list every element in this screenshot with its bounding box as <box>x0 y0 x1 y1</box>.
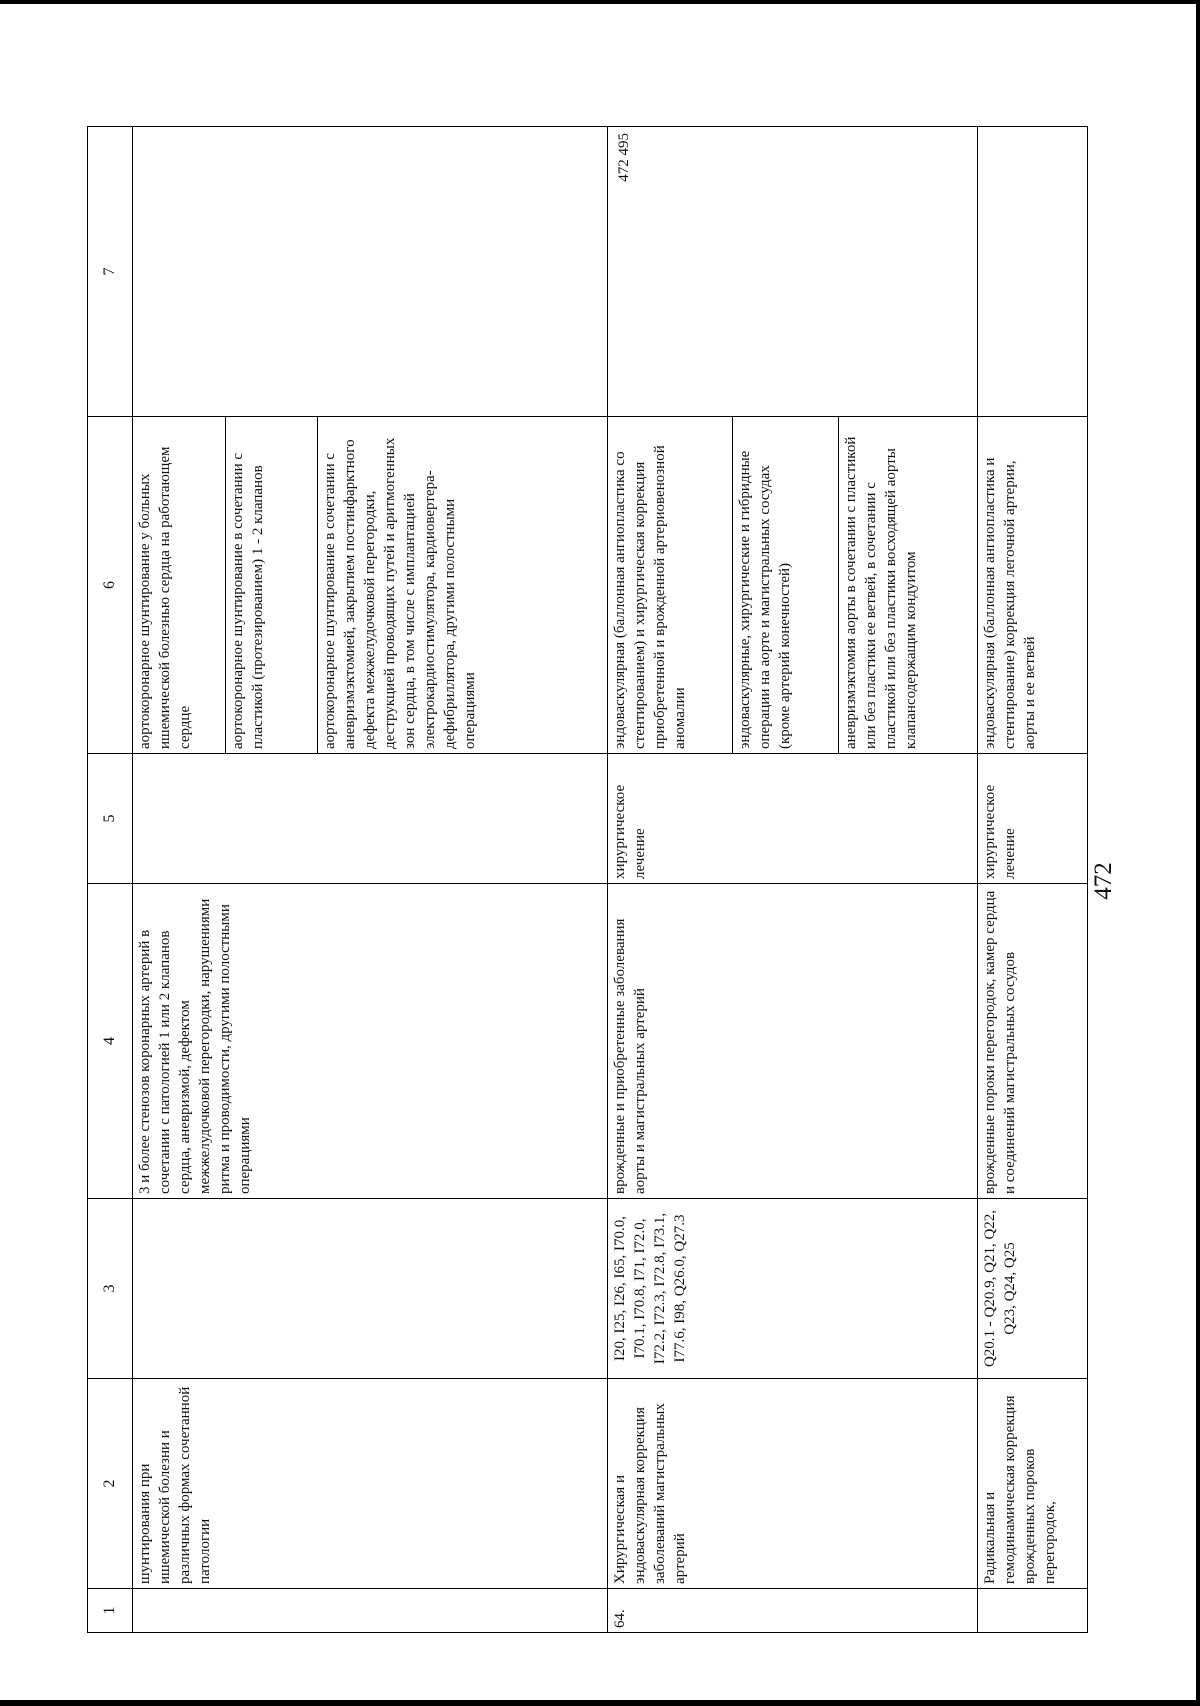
medical-care-table <box>87 126 1088 1633</box>
row-cost <box>977 127 1087 417</box>
row-model: 3 и более стенозов коронарных артерий в сочетании с патологией 1 или 2 клапанов сердца, аневризмой, дефектом межжелудочковой перегородки, нарушениями ритма и проводимости, другими полостными операциями <box>133 884 608 1199</box>
column-header-5: 5 <box>88 754 133 884</box>
row-method: аортокоронарное шунтирование в сочетании с пластикой (протезированием) 1 - 2 клапанов <box>225 417 318 754</box>
row-number <box>133 1589 608 1633</box>
row-number: 64. <box>607 1589 977 1633</box>
table-row <box>133 127 226 1633</box>
row-codes: Q20.1 - Q20.9, Q21, Q22, Q23, Q24, Q25 <box>977 1199 1087 1379</box>
row-method: эндоваскулярная (баллонная ангиопластика со стентированием) и хирургическая коррекция приобретенной и врожденной артериовенозной аномалии <box>607 417 732 754</box>
row-codes: I20, I25, I26, I65, I70.0, I70.1, I70.8, I71, I72.0, I72.2, I72.3, I72.8, I73.1, I77.6, I98, Q26.0, Q27.3 <box>607 1199 977 1379</box>
column-header-7: 7 <box>88 127 133 417</box>
page-number: 472 <box>1090 862 1117 900</box>
row-model: врожденные пороки перегородок, камер сердца и соединений магистральных сосудов <box>977 884 1087 1199</box>
row-method: эндоваскулярная (баллонная ангиопластика и стентирование) коррекция легочной артерии, аорты и ее ветвей <box>977 417 1087 754</box>
column-header-6: 6 <box>88 417 133 754</box>
row-name: Хирургическая и эндоваскулярная коррекция заболеваний магистральных артерий <box>607 1379 977 1589</box>
row-treatment <box>133 754 608 884</box>
row-method: аортокоронарное шунтирование в сочетании с аневризмэктомией, закрытием постинфарктного дефекта межжелудочковой перегородки, деструкцией проводящих путей и аритмогенных зон сердца, в том числе с имплантацией электрокардиостимулятора, кардиовертера-дефибриллятора, другими полостными операциями <box>318 417 607 754</box>
table-row <box>977 127 1087 1633</box>
table-row <box>607 127 732 1633</box>
column-header-3: 3 <box>88 1199 133 1379</box>
row-treatment: хирургическое лечение <box>607 754 977 884</box>
column-header-2: 2 <box>88 1379 133 1589</box>
row-cost: 472 495 <box>607 127 977 417</box>
row-method: эндоваскулярные, хирургические и гибридные операции на аорте и магистральных сосудах (кроме артерий конечностей) <box>732 417 838 754</box>
rotated-page <box>0 56 1200 1706</box>
row-method: аневризмэктомия аорты в сочетании с пластикой или без пластики ее ветвей, в сочетании с пластикой или без пластики восходящей аорты клапансодержащим кондуитом <box>839 417 978 754</box>
row-method: аортокоронарное шунтирование у больных ишемической болезнью сердца на работающем сердце <box>133 417 226 754</box>
scan-edge-top <box>0 0 1200 4</box>
row-treatment: хирургическое лечение <box>977 754 1087 884</box>
header-row <box>88 127 133 1633</box>
row-number <box>977 1589 1087 1633</box>
column-header-4: 4 <box>88 884 133 1199</box>
column-header-1: 1 <box>88 1589 133 1633</box>
row-name: Радикальная и гемодинамическая коррекция врожденных пороков перегородок, <box>977 1379 1087 1589</box>
row-cost <box>133 127 608 417</box>
row-model: врожденные и приобретенные заболевания аорты и магистральных артерий <box>607 884 977 1199</box>
row-name: шунтирования при ишемической болезни и различных формах сочетанной патологии <box>133 1379 608 1589</box>
row-codes <box>133 1199 608 1379</box>
